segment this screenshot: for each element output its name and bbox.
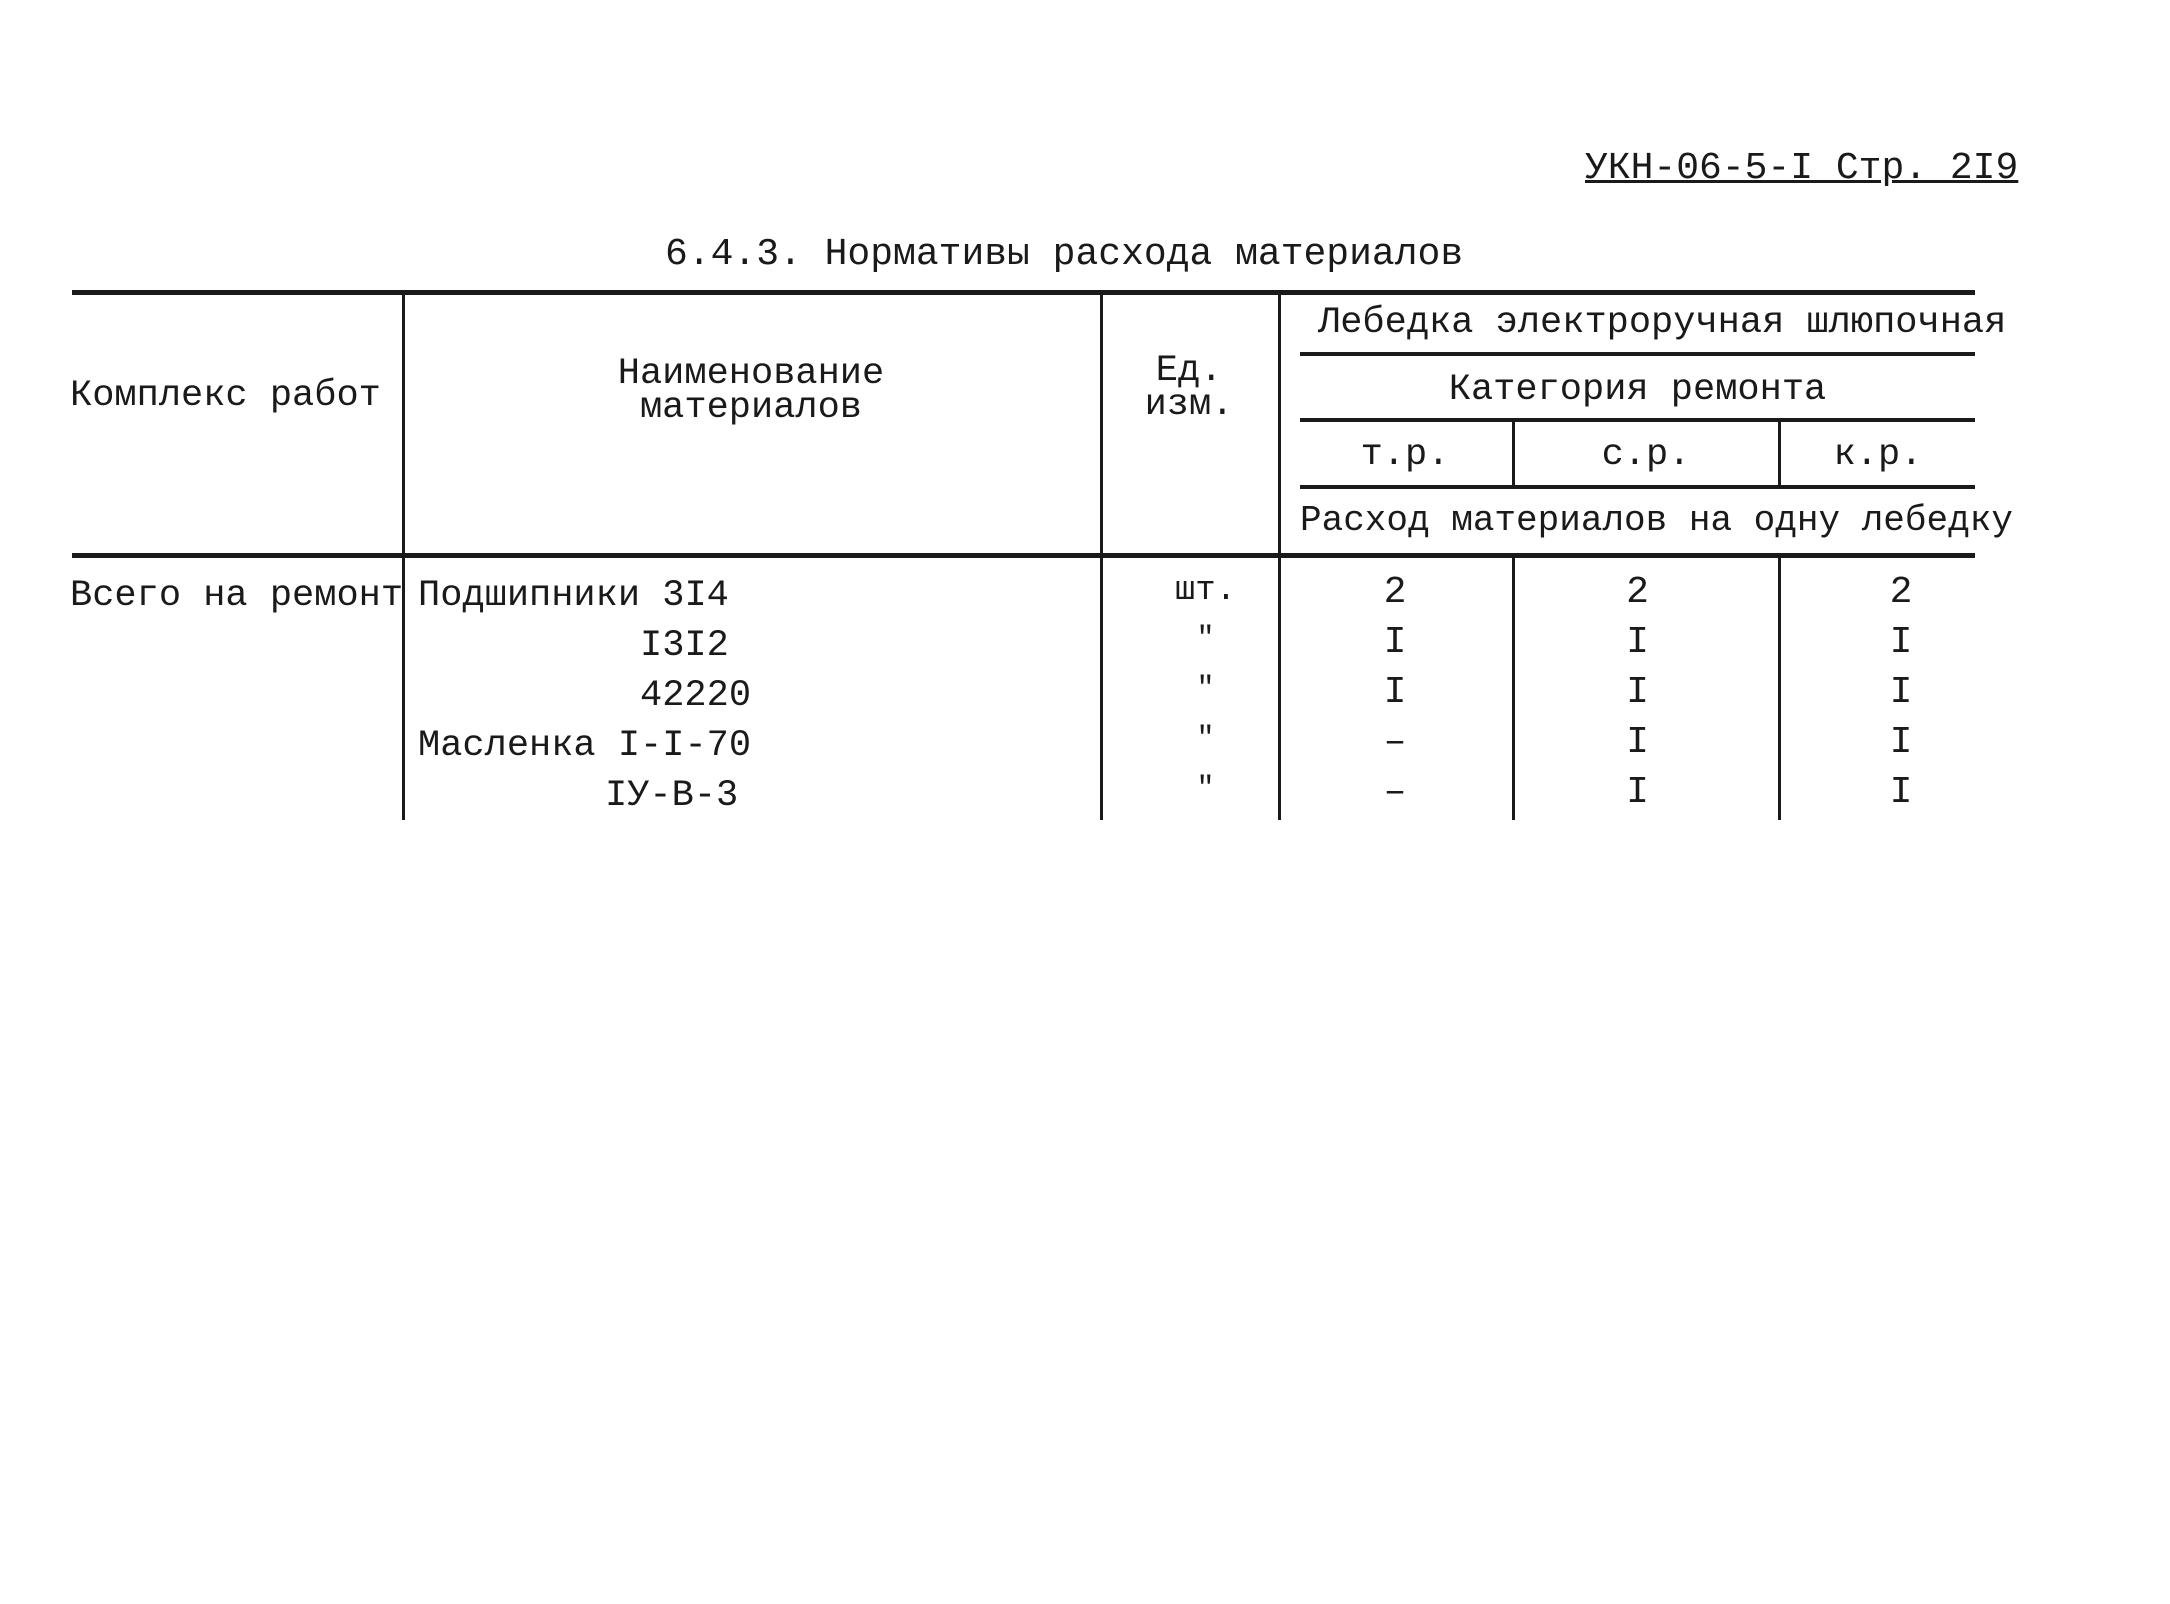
header-cat-tr: т.р.	[1360, 434, 1450, 476]
table-header-bottom-rule	[72, 553, 1975, 558]
value-sr: I	[1626, 671, 1649, 714]
value-sr: 2	[1626, 571, 1649, 614]
table-top-rule	[72, 290, 1975, 295]
section-title: 6.4.3. Нормативы расхода материалов	[665, 233, 1464, 276]
value-tr: I	[1383, 671, 1407, 714]
value-tr: –	[1383, 771, 1407, 814]
value-sr: I	[1626, 721, 1649, 764]
equipment-rule	[1300, 352, 1975, 356]
header-cat-sr: с.р.	[1601, 434, 1691, 476]
header-material-name-line2: материалов	[639, 387, 863, 429]
material-name: IУ-В-3	[605, 775, 739, 817]
material-name: Масленка I-I-70	[418, 725, 752, 767]
value-tr: 2	[1383, 571, 1407, 614]
material-name: I3I2	[640, 625, 729, 667]
header-repair-category: Категория ремонта	[1448, 369, 1827, 411]
header-unit-line1: Ед.	[1155, 350, 1223, 392]
value-kr: I	[1889, 721, 1913, 764]
unit-cell: шт.	[1174, 572, 1237, 610]
material-name: Подшипники 3I4	[418, 575, 729, 617]
unit-cell: "	[1196, 622, 1215, 656]
value-sr: I	[1626, 621, 1649, 664]
unit-cell: "	[1196, 722, 1215, 756]
value-sr: I	[1626, 771, 1649, 814]
work-complex-value: Всего на ремонт	[70, 575, 404, 617]
header-material-name-line1: Наименование	[617, 353, 885, 395]
subcategory-rule	[1300, 485, 1975, 489]
value-kr: I	[1889, 621, 1913, 664]
unit-cell: "	[1196, 772, 1215, 806]
header-consumption: Расход материалов на одну лебедку	[1300, 500, 2013, 541]
header-unit-line2: изм.	[1144, 384, 1234, 426]
header-work-complex: Комплекс работ	[70, 375, 381, 417]
page-reference: УКН-06-5-I Стр. 2I9	[1585, 147, 2019, 190]
value-kr: I	[1889, 771, 1913, 814]
material-name: 42220	[640, 675, 752, 717]
value-kr: 2	[1889, 571, 1913, 614]
unit-cell: "	[1196, 672, 1215, 706]
value-kr: I	[1889, 671, 1913, 714]
value-tr: –	[1383, 721, 1407, 764]
value-tr: I	[1383, 621, 1407, 664]
category-rule	[1300, 418, 1975, 422]
header-cat-kr: к.р.	[1833, 434, 1923, 476]
header-equipment: Лебедка электроручная шлюпочная	[1318, 302, 2007, 344]
